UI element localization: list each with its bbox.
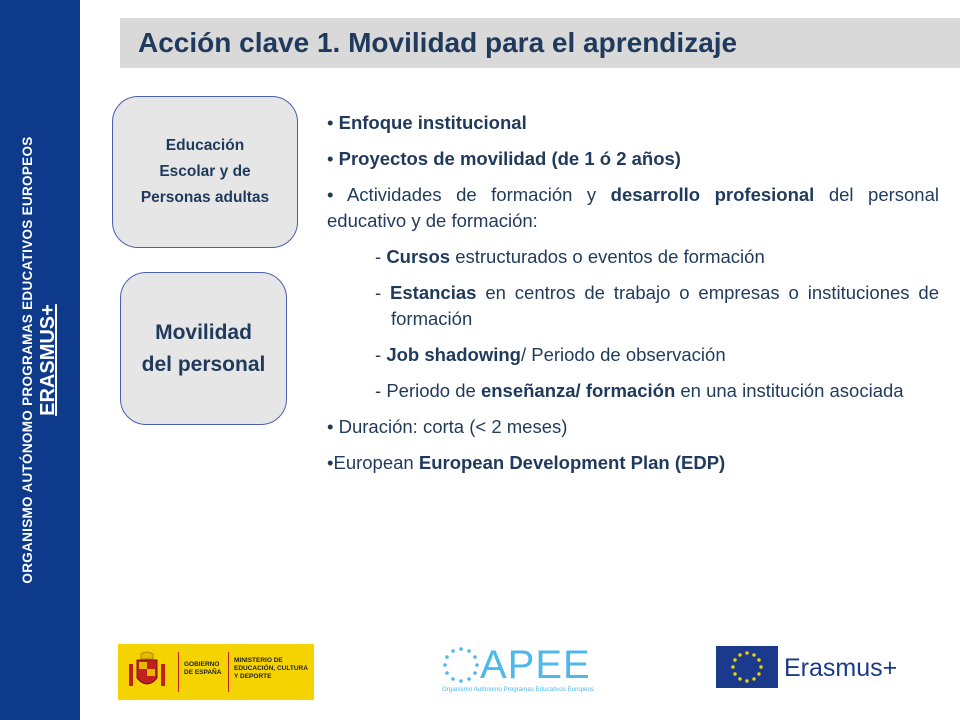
- apee-logo: [436, 644, 616, 698]
- gob-divider: [178, 652, 179, 692]
- education-box-line: Personas adultas: [140, 189, 270, 206]
- education-box-line: Escolar y de: [159, 163, 251, 180]
- title-bar: [120, 18, 960, 68]
- bullet-text: Proyectos de movilidad (de 1 ó 2 años): [338, 148, 681, 169]
- gob-divider: [228, 652, 229, 692]
- sub-text-bold: Cursos: [386, 246, 451, 267]
- sidebar-org-name: ORGANISMO AUTÓNOMO PROGRAMAS EDUCATIVOS EUROPEOS: [20, 136, 35, 584]
- eu-flag-icon: [716, 646, 778, 688]
- sub-text: / Periodo de observación: [520, 344, 726, 365]
- sub-text: Periodo de: [386, 380, 481, 401]
- erasmus-plus-logo: [716, 644, 926, 692]
- apee-logo-text: APEE: [480, 643, 591, 687]
- mobility-box-line: del personal: [141, 352, 266, 376]
- bullet-text: Duración: corta (< 2 meses): [338, 416, 568, 437]
- education-box-line: Educación: [165, 137, 245, 154]
- bullet-text: Enfoque institucional: [338, 112, 527, 133]
- staff-mobility-box: [120, 272, 287, 425]
- apee-subtitle: Organismo Autónomo Programas Educativos Europeos: [442, 686, 595, 693]
- gob-label: GOBIERNO DE ESPAÑA: [184, 661, 222, 676]
- bullet-text: Actividades de formación y: [346, 184, 611, 205]
- content-list: [327, 110, 939, 486]
- sub-item: - Periodo de enseñanza/ formación en una institución asociada: [375, 380, 904, 401]
- apee-star-circle-icon: [442, 646, 480, 684]
- sub-item: - Job shadowing/ Periodo de observación: [375, 344, 726, 365]
- bullet-item: •European European Development Plan (EDP): [327, 452, 726, 473]
- bullet-text-bold: desarrollo profesional: [610, 184, 815, 205]
- bullet-text-bold: European Development Plan (EDP): [418, 452, 726, 473]
- sub-text: estructurados o eventos de formación: [450, 246, 765, 267]
- gobierno-espana-logo: [118, 644, 314, 700]
- bullet-text: del personal educativo y de formación:: [327, 184, 939, 231]
- bullet-item: • Actividades de formación y desarrollo profesional del personal educativo y de formación:: [327, 184, 939, 231]
- spain-crest-icon: [125, 650, 169, 694]
- erasmus-logo-text: Erasmus+: [784, 654, 898, 682]
- ministry-label: MINISTERIO DE EDUCACIÓN, CULTURA Y DEPORTE: [234, 657, 308, 680]
- sub-text: en una institución asociada: [675, 380, 904, 401]
- mobility-box-line: Movilidad: [155, 320, 252, 344]
- page-title: Acción clave 1. Movilidad para el aprendizaje: [138, 27, 738, 58]
- sub-text-bold: Estancias: [390, 282, 477, 303]
- bullet-item: • Enfoque institucional: [327, 112, 527, 133]
- sub-text-bold: enseñanza/ formación: [480, 380, 676, 401]
- bullet-item: • Proyectos de movilidad (de 1 ó 2 años): [327, 148, 681, 169]
- sub-text-bold: Job shadowing: [386, 344, 521, 365]
- bullet-text: European: [333, 452, 419, 473]
- sub-item: - Cursos estructurados o eventos de formación: [375, 246, 765, 267]
- bullet-item: • Duración: corta (< 2 meses): [327, 416, 568, 437]
- sub-text: en centros de trabajo o empresas o instituciones de formación: [391, 282, 939, 329]
- sidebar-vertical-text: [20, 10, 60, 710]
- education-category-box: [112, 96, 298, 248]
- sidebar-band: [0, 0, 80, 720]
- sidebar-program-name: ERASMUS+: [37, 304, 59, 416]
- sub-item: - Estancias en centros de trabajo o empresas o instituciones de formación: [375, 282, 939, 329]
